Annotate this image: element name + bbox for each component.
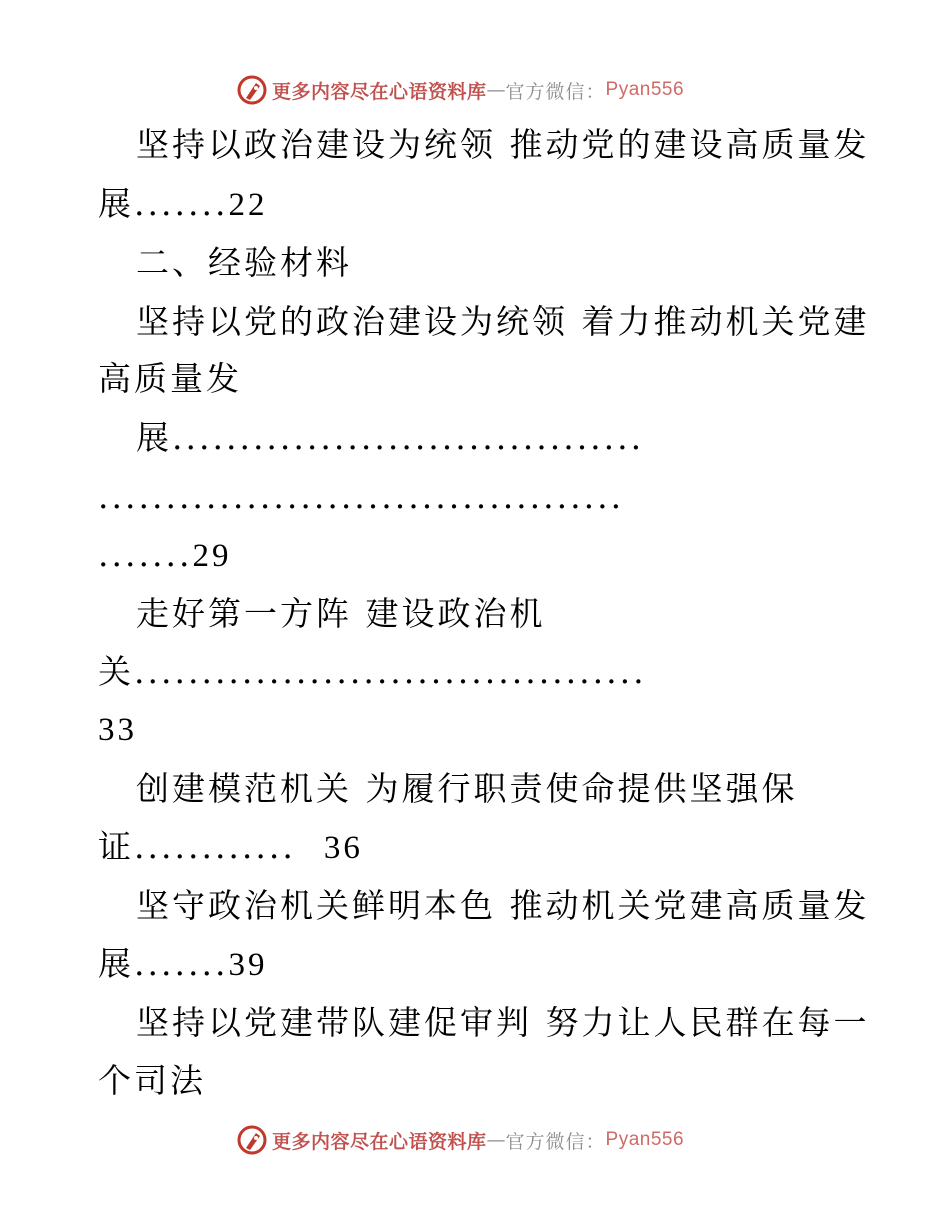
toc-line-2 bbox=[98, 184, 267, 225]
footer-wechat-label: 官方微信： bbox=[505, 1130, 606, 1153]
toc-line-6: 展................................... bbox=[136, 418, 645, 457]
toc-line-16: 坚持以党建带队建促审判 努力让人民群在每一 bbox=[136, 1003, 870, 1042]
toc-line-11-page: 33 bbox=[98, 712, 137, 748]
toc-line-12: 创建模范机关 为履行职责使命提供坚强保 bbox=[136, 769, 798, 808]
toc-line-4: 坚持以党的政治建设为统领 着力推动机关党建 bbox=[136, 302, 870, 341]
toc-line-13 bbox=[98, 827, 363, 868]
toc-line-17: 个司法 bbox=[98, 1061, 206, 1100]
toc-line-9: 走好第一方阵 建设政治机 bbox=[136, 594, 546, 633]
toc-line-7: ....................................... bbox=[98, 477, 625, 516]
pen-nib-logo-icon bbox=[236, 74, 268, 106]
footer-dash: — bbox=[486, 1129, 506, 1151]
toc-section-heading: 二、经验材料 bbox=[136, 243, 352, 282]
toc-line-2-page: 22 bbox=[228, 187, 268, 223]
toc-line-10: 关...................................... bbox=[98, 652, 647, 691]
toc-line-15 bbox=[98, 944, 267, 985]
toc-line-8-page: 29 bbox=[192, 538, 232, 574]
toc-line-13-page: 36 bbox=[323, 830, 363, 866]
toc-line-14: 坚守政治机关鲜明本色 推动机关党建高质量发 bbox=[136, 886, 870, 925]
header-wechat-id: Pyan556 bbox=[605, 79, 685, 100]
toc-line-5: 高质量发 bbox=[98, 359, 242, 398]
toc-line-1: 坚持以政治建设为统领 推动党的建设高质量发 bbox=[136, 125, 870, 164]
toc-line-8 bbox=[98, 535, 231, 576]
header-dash: — bbox=[486, 79, 506, 101]
header-wechat-label: 官方微信： bbox=[505, 80, 606, 103]
footer-promo-text: 更多内容尽在心语资料库 bbox=[272, 1130, 487, 1153]
pen-nib-logo-icon bbox=[236, 1124, 268, 1156]
footer-banner bbox=[236, 1122, 716, 1158]
toc-line-15-text: 展....... bbox=[98, 944, 229, 983]
toc-line-2-text: 展....... bbox=[98, 184, 229, 223]
toc-line-15-page: 39 bbox=[228, 947, 268, 983]
header-banner bbox=[236, 72, 716, 108]
toc-line-13-text: 证............ bbox=[98, 827, 296, 866]
footer-wechat-id: Pyan556 bbox=[605, 1129, 685, 1150]
header-promo-text: 更多内容尽在心语资料库 bbox=[272, 80, 487, 103]
toc-line-8-text: ....... bbox=[98, 535, 193, 574]
